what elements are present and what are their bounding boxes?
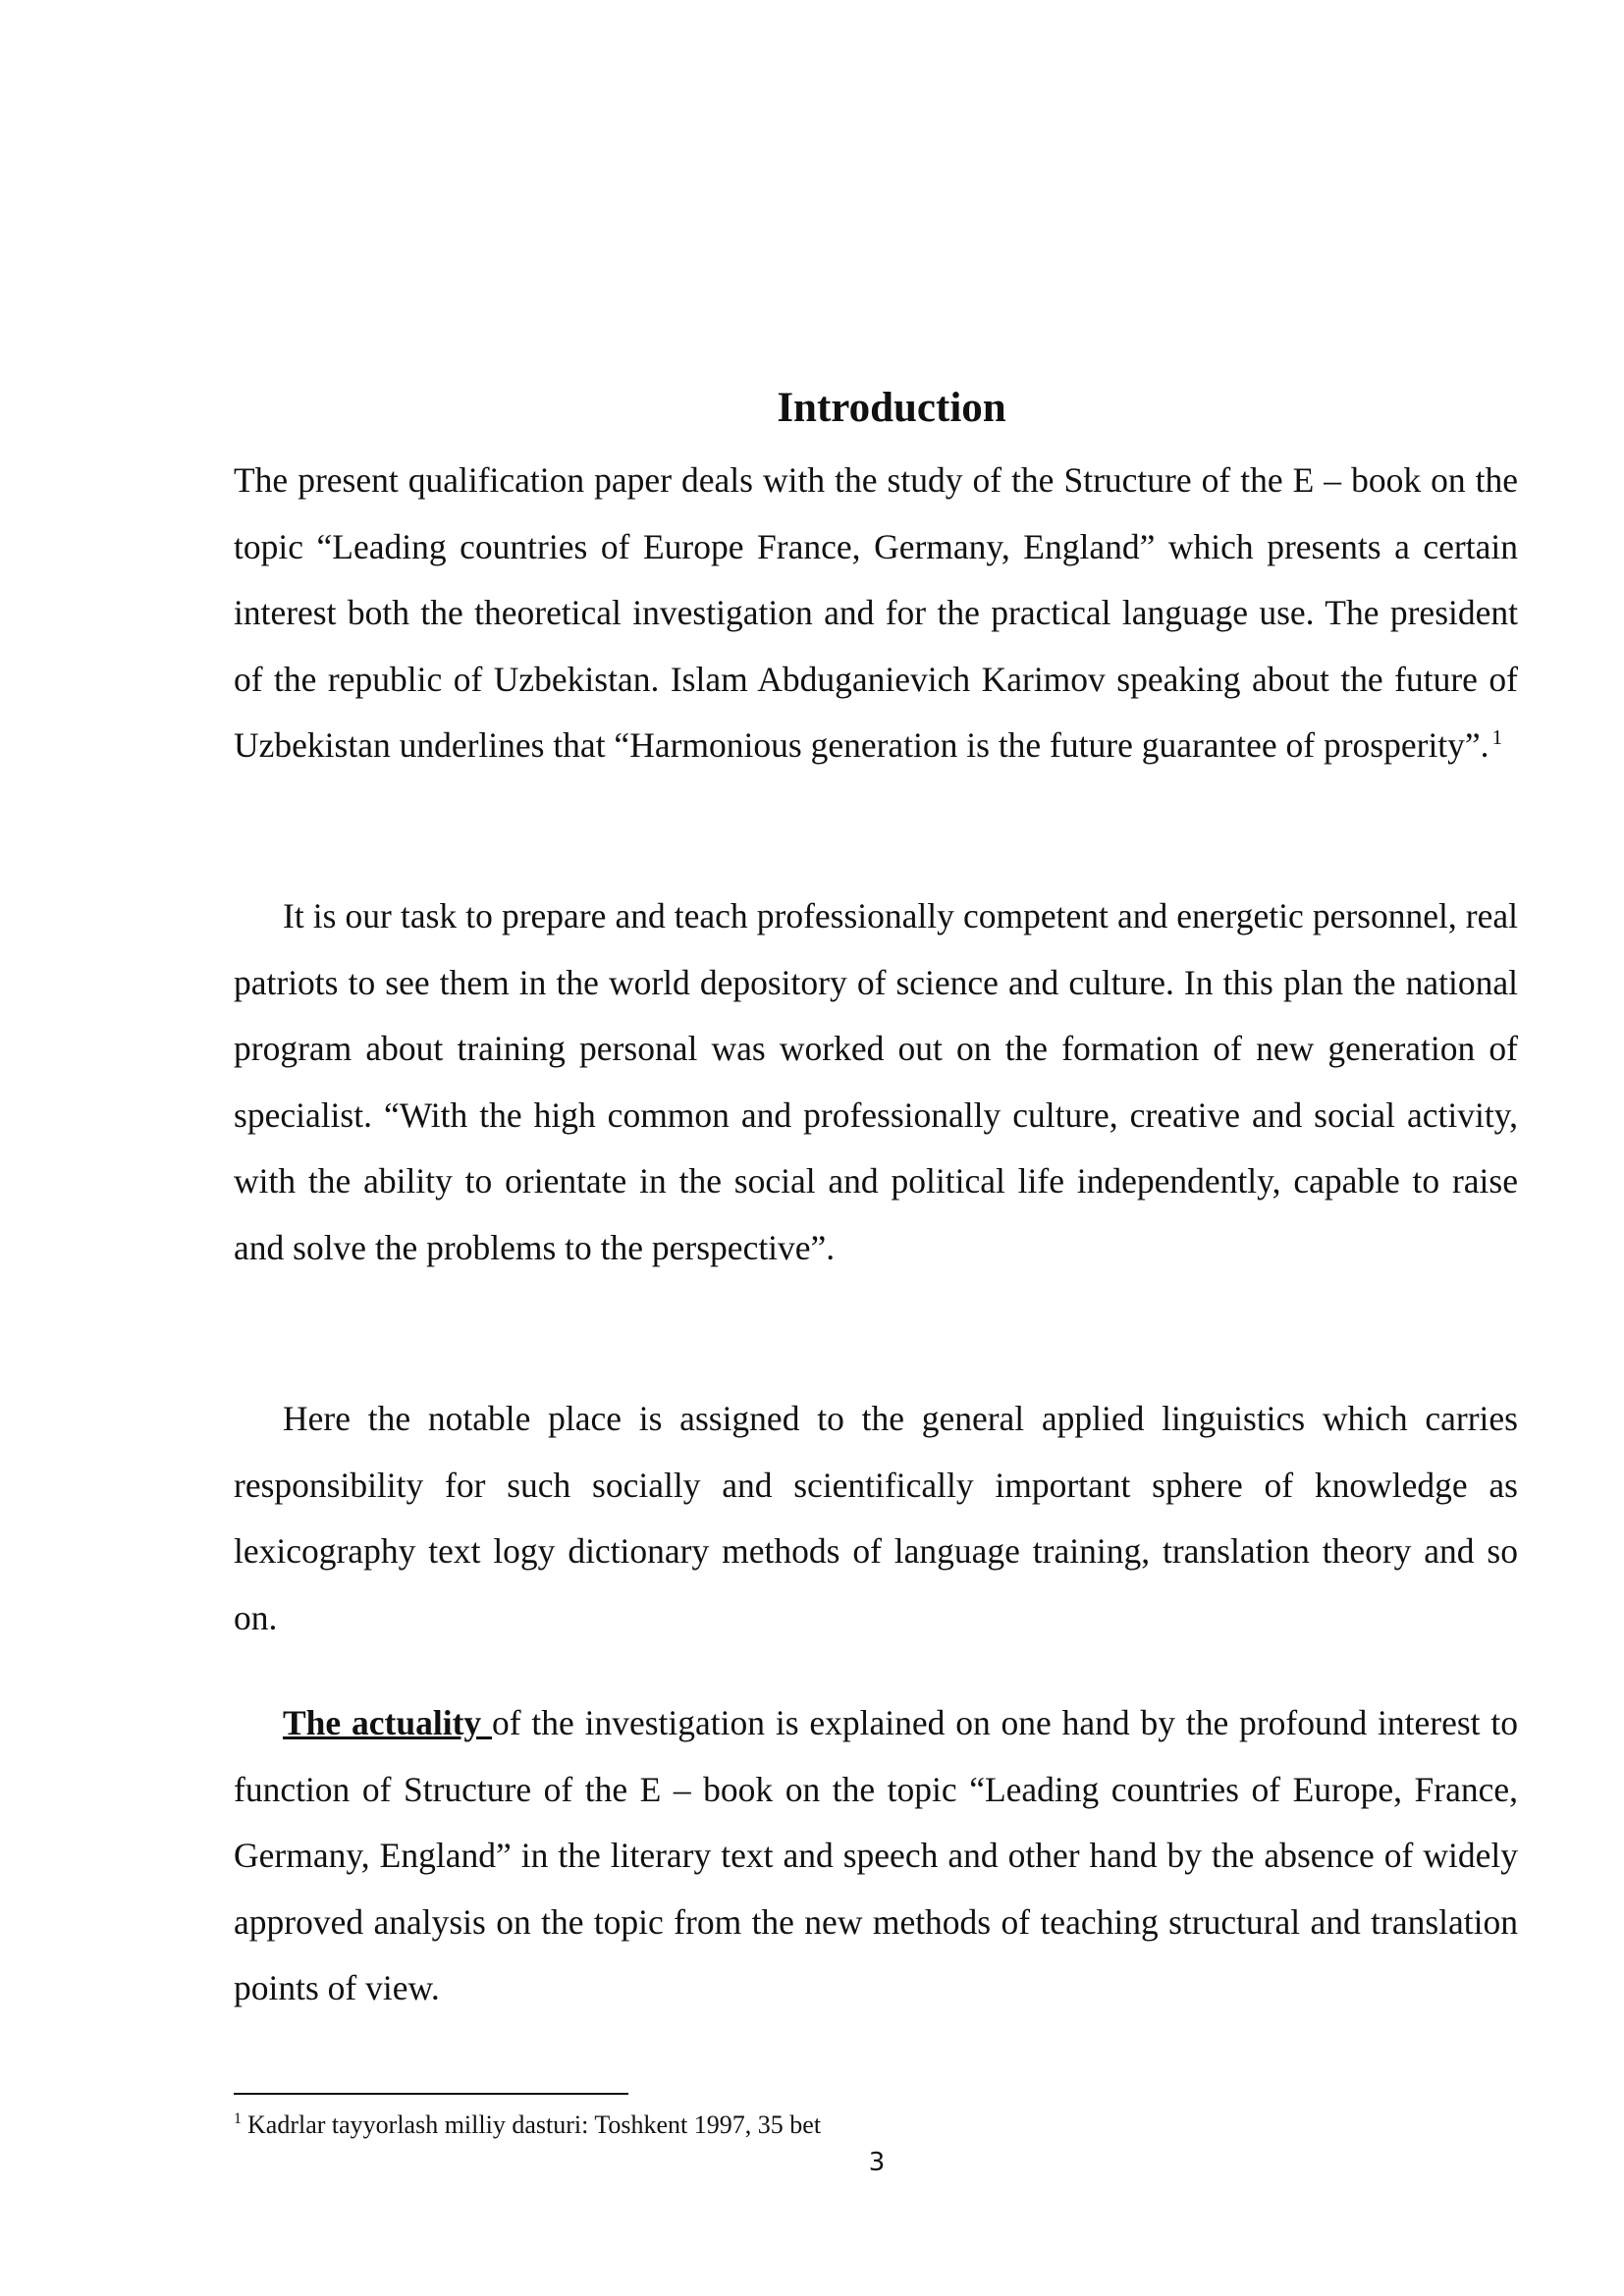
paragraph-intro-text: The present qualification paper deals with the study of the Structure of the E – book on the topic “Leading countries of Europe France, Germany, England” which presents a certain interest both the theoretical investigation and for the practical language use. The president of the republic of Uzbekistan. Islam Abduganievich Karimov speaking about the future of Uzbekistan underlines that “Harmonious generation is the future guarantee of prosperity”. [234, 460, 1518, 765]
paragraph-task: It is our task to prepare and teach professionally competent and energetic personnel, real patriots to see them in the world depository of science and culture. In this plan the national program about training personal was worked out on the formation of new generation of specialist. “With the high common and professionally culture, creative and social activity, with the ability to orientate in the social and political life independently, capable to raise and solve the problems to the perspective”. [234, 896, 1518, 1267]
paragraph-actuality-text: of the investigation is explained on one hand by the profound interest to function of Structure of the E – book on the topic “Leading countries of Europe, France, Germany, England” in the literary text and speech and other hand by the absence of widely approved analysis on the topic from the new methods of teaching structural and translation points of view. [234, 1703, 1518, 2007]
paragraph-intro [234, 448, 1518, 779]
actuality-heading: The actuality [283, 1703, 492, 1742]
footnote-separator [234, 2093, 628, 2095]
page-title: Introduction [777, 385, 1006, 431]
footnote-text: Kadrlar tayyorlash milliy dasturi: Toshkent 1997, 35 bet [247, 2110, 822, 2139]
footnote-number: 1 [234, 2110, 242, 2128]
paragraph-actuality [234, 1690, 1518, 2022]
page-number: 3 [868, 2148, 886, 2177]
footnote-reference[interactable]: 1 [1491, 725, 1503, 750]
paragraph-linguistics: Here the notable place is assigned to the general applied linguistics which carries responsibility for such socially and scientifically important sphere of knowledge as lexicography text logy dictionary methods of language training, translation theory and so on. [234, 1399, 1518, 1637]
footnote [234, 2109, 821, 2142]
